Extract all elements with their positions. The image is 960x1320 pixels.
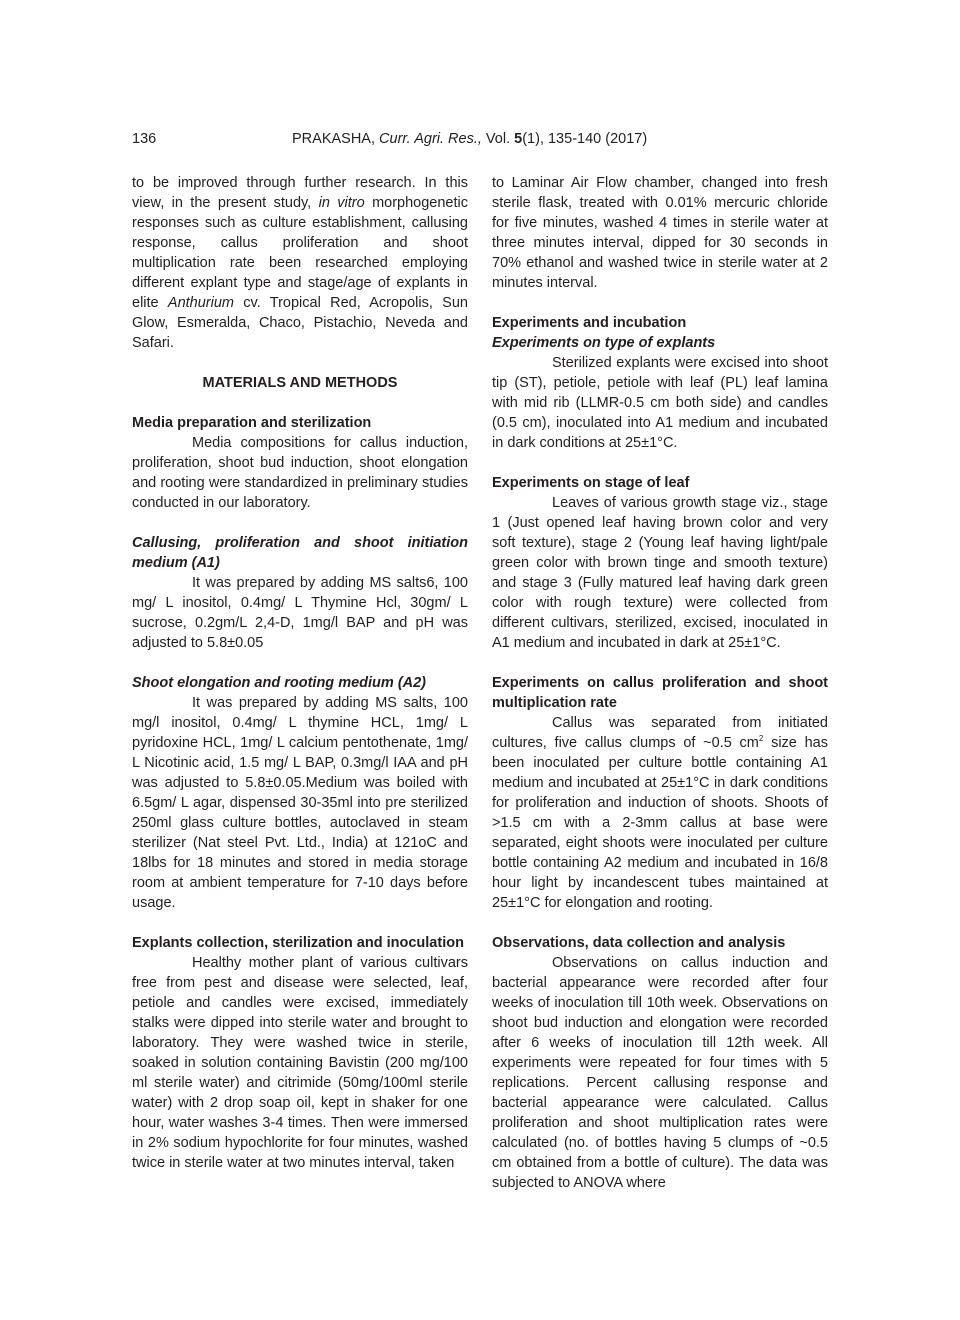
author-name: PRAKASHA, <box>292 131 380 147</box>
page-number: 136 <box>132 131 157 147</box>
heading-stage-of-leaf: Experiments on stage of leaf <box>492 475 690 491</box>
intro-genus: Anthurium <box>167 295 234 311</box>
issue-pages-year: (1), 135-140 (2017) <box>522 131 648 147</box>
heading-callus-proliferation: Experiments on callus proliferation and shoot multiplication rate <box>492 675 828 711</box>
intro-in-vitro: in vitro <box>318 195 365 211</box>
superscript-2: 2 <box>758 734 764 743</box>
callus-text-1: Callus was separated from initiated cultures, five callus clumps of ~0.5 cm <box>492 715 828 751</box>
volume-number: 5 <box>514 131 523 147</box>
intro-paragraph <box>132 173 468 353</box>
continuation-paragraph: to Laminar Air Flow chamber, changed into fresh sterile flask, treated with 0.01% mercuric chloride for five minutes, washed 4 times in sterile water at three minutes interval, dipped for 30 seconds in 70% ethanol and washed twice in sterile water at 2 minutes interval. <box>492 175 828 291</box>
running-header <box>132 129 828 149</box>
intro-text-1: to be improved through further research. In this view, in the present study, <box>132 175 468 211</box>
heading-media-preparation: Media preparation and sterilization <box>132 415 372 431</box>
heading-observations: Observations, data collection and analysis <box>492 935 786 951</box>
vol-prefix: Vol. <box>481 131 515 147</box>
type-paragraph: Sterilized explants were excised into shoot tip (ST), petiole, petiole with leaf (PL) leaf lamina with mid rib (LLMR-0.5 cm both side) and candles (0.5 cm), inoculated into A1 medium and incubated in dark conditions at 25±1°C. <box>492 355 828 451</box>
explants-paragraph: Healthy mother plant of various cultivars free from pest and disease were selected, leaf, petiole and candles were excised, immediately stalks were dipped into sterile water and brought to laboratory. They were washed twice in sterile, soaked in solution containing Bavistin (200 mg/100 ml sterile water) and citrimide (50mg/100ml sterile water) with 2 drop soap oil, kept in shaker for one hour, water washes 3-4 times. Then were immersed in 2% sodium hypochlorite for four minutes, washed twice in sterile water at two minutes interval, taken <box>132 955 468 1171</box>
right-column <box>492 173 828 1193</box>
a2-paragraph: It was prepared by adding MS salts, 100 mg/l inositol, 0.4mg/ L thymine HCL, 1mg/ L pyridoxine HCL, 1mg/ L calcium pentothenate, 1mg/ L Nicotinic acid, 1.5 mg/ L BAP, 0.3mg/l IAA and pH was adjusted to 5.8±0.05.Medium was boiled with 6.5gm/ L agar, dispensed 30-35ml into pre sterilized 250ml glass culture bottles, autoclaved in steam sterilizer (Nat steel Pvt. Ltd., India) at 121oC and 18lbs for 18 minutes and stored in media storage room at ambient temperature for 7-10 days before usage. <box>132 695 468 911</box>
media-paragraph: Media compositions for callus induction, proliferation, shoot bud induction, shoot elongation and rooting were standardized in preliminary studies conducted in our laboratory. <box>132 435 468 511</box>
callus-paragraph <box>492 713 828 913</box>
heading-a2-medium: Shoot elongation and rooting medium (A2) <box>132 675 427 691</box>
callus-text-2: size has been inoculated per culture bottle containing A1 medium and incubated at 25±1°C in dark conditions for proliferation and induction of shoots. Shoots of >1.5 cm with a 2-3mm callus at base were separated, eight shoots were inoculated per culture bottle containing A2 medium and incubated in 16/8 hour light by incandescent tubes maintained at 25±1°C for elongation and rooting. <box>492 735 828 911</box>
intro-text-3: cv. Tropical Red, Acropolis, Sun Glow, Esmeralda, Chaco, Pistachio, Neveda and Safari. <box>132 295 468 351</box>
heading-type-of-explants: Experiments on type of explants <box>492 335 716 351</box>
heading-a1-medium: Callusing, proliferation and shoot initiation medium (A1) <box>132 535 468 571</box>
a1-paragraph: It was prepared by adding MS salts6, 100 mg/ L inositol, 0.4mg/ L Thymine Hcl, 30gm/ L sucrose, 0.2gm/L 2,4-D, 1mg/l BAP and pH was adjusted to 5.8±0.05 <box>132 575 468 651</box>
journal-citation <box>292 129 647 149</box>
left-column <box>132 173 468 1173</box>
journal-abbrev: Curr. Agri. Res., <box>379 131 482 147</box>
intro-text-2: morphogenetic responses such as culture establishment, callusing response, callus proliferation and shoot multiplication rate been researched employing different explant type and stage/age of explants in elite <box>132 195 468 311</box>
stage-paragraph: Leaves of various growth stage viz., stage 1 (Just opened leaf having brown color and very soft texture), stage 2 (Young leaf having light/pale green color with brown tinge and smooth texture) and stage 3 (Fully matured leaf having dark green color with rough texture) were collected from different cultivars, sterilized, excised, inoculated in A1 medium and incubated in dark at 25±1°C. <box>492 495 828 651</box>
heading-explants-collection: Explants collection, sterilization and inoculation <box>132 935 464 951</box>
observations-paragraph: Observations on callus induction and bacterial appearance were recorded after four weeks of inoculation till 10th week. Observations on shoot bud induction and elongation were recorded after 6 weeks of inoculation till 12th week. All experiments were repeated for four times with 5 replications. Percent callusing response and bacterial appearance were calculated. Callus proliferation and shoot multiplication rates were calculated (no. of bottles having 5 clumps of ~0.5 cm obtained from a bottle of culture). The data was subjected to ANOVA where <box>492 955 828 1191</box>
heading-experiments-incubation: Experiments and incubation <box>492 315 687 331</box>
section-title-materials-methods: MATERIALS AND METHODS <box>202 375 398 391</box>
